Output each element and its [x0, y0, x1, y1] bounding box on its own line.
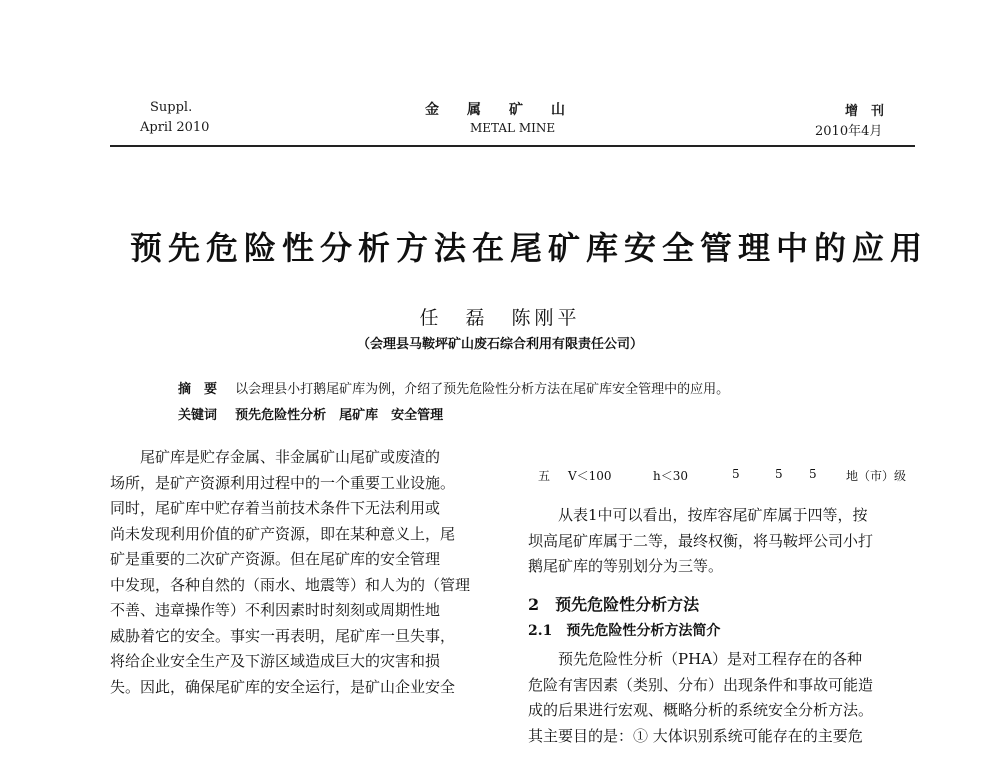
- body-line: 矿是重要的二次矿产资源。但在尾矿库的安全管理: [110, 550, 441, 568]
- header-rule: [110, 145, 915, 147]
- body-line: 尾矿库是贮存金属、非金属矿山尾矿或废渣的: [110, 448, 441, 466]
- body-line: 从表1中可以看出，按库容尾矿库属于四等，按: [528, 506, 868, 524]
- left-column: [110, 445, 495, 700]
- affiliation: （会理县马鞍坪矿山废石综合利用有限责任公司）: [356, 337, 643, 352]
- body-line: 鹅尾矿库的等别划分为三等。: [528, 557, 724, 575]
- table-cell-level: 地（市）级: [846, 469, 907, 483]
- abstract-text: 以会理县小打鹅尾矿库为例，介绍了预先危险性分析方法在尾矿库安全管理中的应用。: [235, 382, 730, 397]
- table-cell-height: h＜30: [653, 469, 688, 483]
- body-line: 同时，尾矿库中贮存着当前技术条件下无法利用或: [110, 499, 441, 517]
- abstract-label: 摘 要: [178, 382, 218, 397]
- keywords: [178, 404, 443, 423]
- table-cell-score-3: 5: [809, 467, 817, 481]
- body-line: 坝高尾矿库属于二等，最终权衡，将马鞍坪公司小打: [528, 531, 874, 550]
- body-line: 场所，是矿产资源利用过程中的一个重要工业设施。: [110, 473, 456, 492]
- paper-title: 预先危险性分析方法在尾矿库安全管理中的应用: [130, 229, 929, 267]
- right-column-continued: [528, 647, 918, 749]
- keywords-text: 预先危险性分析 尾矿库 安全管理: [235, 408, 444, 423]
- body-line: 成的后果进行宏观、概略分析的系统安全分析方法。: [528, 701, 874, 719]
- body-line: 其主要目的是：① 大体识别系统可能存在的主要危: [528, 726, 863, 745]
- table-cell-volume: V＜100: [568, 469, 612, 483]
- header-date-cn: 2010年4月: [815, 124, 883, 139]
- header-suppl: Suppl.: [150, 100, 193, 115]
- body-line: 危险有害因素（类别、分布）出现条件和事故可能造: [528, 675, 874, 694]
- body-line: 尚未发现利用价值的矿产资源，即在某种意义上，尾: [110, 524, 456, 543]
- authors: 任 磊 陈刚平: [419, 307, 581, 329]
- header-date-en: April 2010: [140, 120, 210, 135]
- header-journal-cn: 金 属 矿 山: [425, 102, 565, 118]
- body-line: 不善、违章操作等）不利因素时时刻刻或周期性地: [110, 601, 441, 619]
- table-cell-grade: 五: [538, 469, 551, 483]
- header-journal-en: METAL MINE: [470, 121, 556, 135]
- body-line: 将给企业安全生产及下游区域造成巨大的灾害和损: [110, 652, 441, 670]
- body-line: 预先危险性分析（PHA）是对工程存在的各种: [528, 650, 863, 668]
- section-heading-2: 2 预先危险性分析方法: [528, 595, 700, 614]
- abstract: [178, 378, 729, 397]
- section-heading-2-1: 2.1 预先危险性分析方法简介: [528, 623, 721, 639]
- right-column: [528, 503, 918, 580]
- table-cell-score-2: 5: [775, 467, 783, 481]
- keywords-label: 关键词: [178, 408, 218, 423]
- body-line: 失。因此，确保尾矿库的安全运行，是矿山企业安全: [110, 677, 456, 696]
- body-line: 威胁着它的安全。事实一再表明，尾矿库一旦失事，: [110, 626, 456, 645]
- body-line: 中发现，各种自然的（雨水、地震等）和人为的（管理: [110, 575, 471, 594]
- table-cell-score-1: 5: [732, 467, 740, 481]
- header-supplement-cn: 增 刊: [845, 104, 885, 119]
